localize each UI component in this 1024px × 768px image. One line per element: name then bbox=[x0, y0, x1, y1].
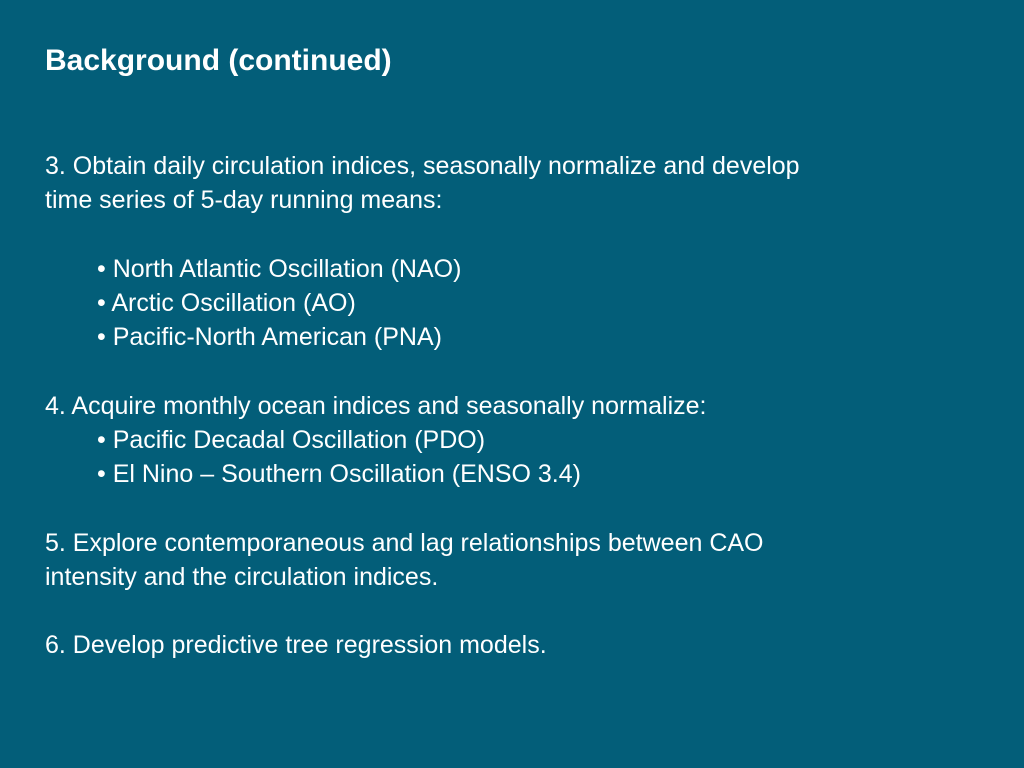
step-5-line-2: intensity and the circulation indices. bbox=[45, 563, 439, 591]
slide-title: Background (continued) bbox=[45, 44, 392, 77]
bullet-ao: • Arctic Oscillation (AO) bbox=[97, 289, 356, 317]
bullet-nao: • North Atlantic Oscillation (NAO) bbox=[97, 255, 462, 283]
bullet-pdo: • Pacific Decadal Oscillation (PDO) bbox=[97, 426, 486, 454]
bullet-pna: • Pacific-North American (PNA) bbox=[97, 323, 442, 351]
step-3-line-1: 3. Obtain daily circulation indices, seasonally normalize and develop bbox=[45, 152, 800, 180]
step-5-line-1: 5. Explore contemporaneous and lag relationships between CAO bbox=[45, 529, 764, 557]
step-4-line-1: 4. Acquire monthly ocean indices and seasonally normalize: bbox=[45, 392, 707, 420]
bullet-enso: • El Nino – Southern Oscillation (ENSO 3.4) bbox=[97, 460, 581, 488]
step-3-line-2: time series of 5-day running means: bbox=[45, 186, 443, 214]
step-6-line-1: 6. Develop predictive tree regression models. bbox=[45, 631, 547, 659]
